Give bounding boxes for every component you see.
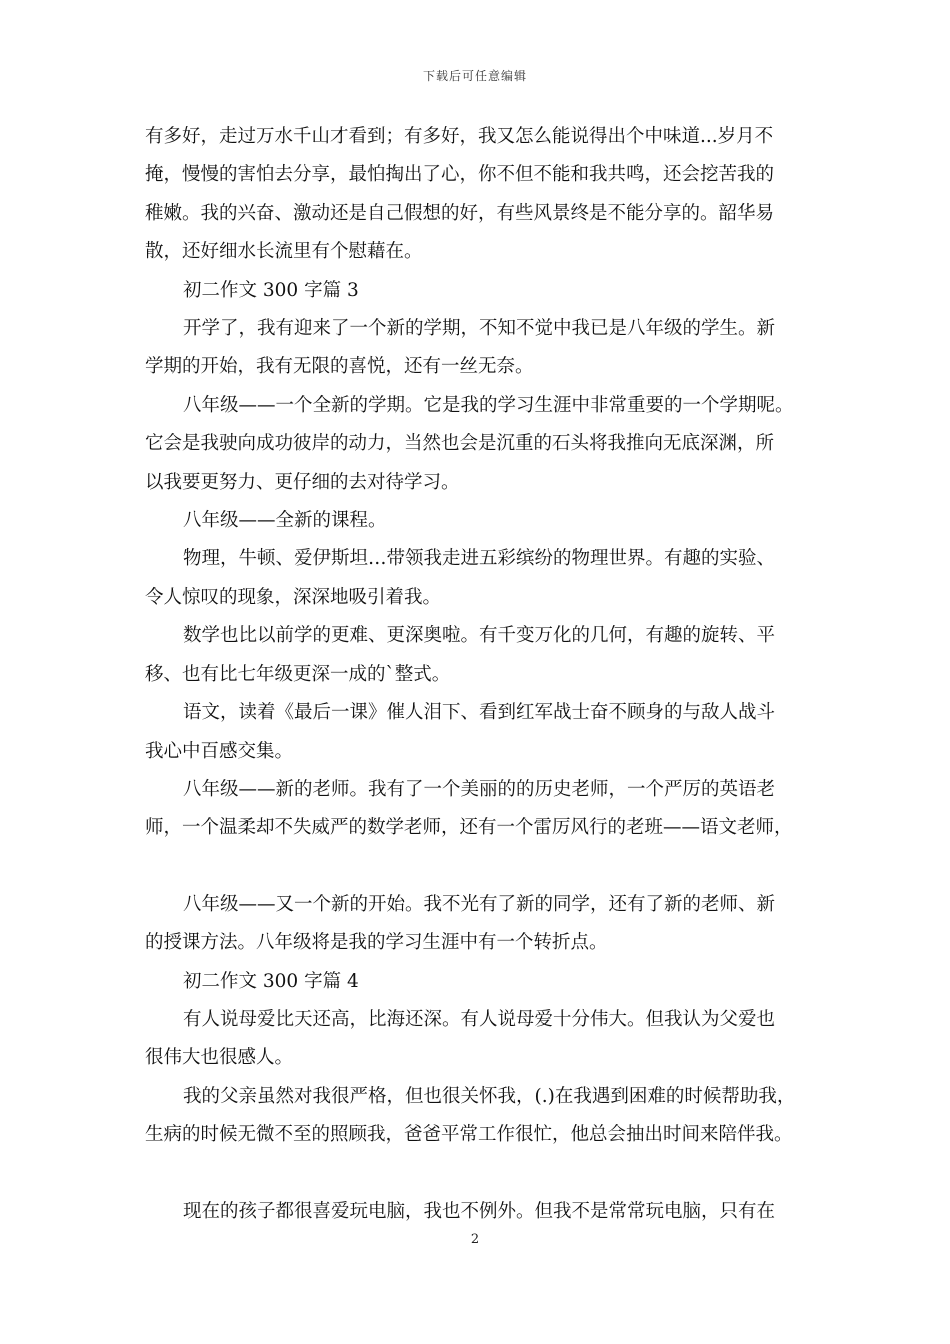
text-line: 我的父亲虽然对我很严格，但也很关怀我，(.)在我遇到困难的时候帮助我，	[183, 1085, 796, 1107]
text-line: 八年级——新的老师。我有了一个美丽的的历史老师，一个严厉的英语老	[183, 778, 776, 800]
section-heading: 初二作文 300 字篇 4	[183, 970, 359, 992]
text-line: 掩，慢慢的害怕去分享，最怕掏出了心，你不但不能和我共鸣，还会挖苦我的	[145, 164, 775, 186]
text-line: 移、也有比七年级更深一成的`整式。	[145, 663, 451, 685]
blank-line	[145, 848, 810, 886]
text-line: 我心中百感交集。	[145, 740, 294, 762]
text-line: 有多好，走过万水千山才看到；有多好，我又怎么能说得出个中味道...岁月不	[145, 126, 774, 147]
text-line: 生病的时候无微不至的照顾我，爸爸平常工作很忙，他总会抽出时间来陪伴我。	[145, 1124, 793, 1146]
text-line: 令人惊叹的现象，深深地吸引着我。	[145, 586, 442, 608]
blank-line	[145, 1155, 810, 1193]
text-line: 学期的开始，我有无限的喜悦，还有一丝无奈。	[145, 356, 534, 378]
text-line: 它会是我驶向成功彼岸的动力，当然也会是沉重的石头将我推向无底深渊，所	[145, 433, 775, 455]
text-line: 有人说母爱比天还高，比海还深。有人说母爱十分伟大。但我认为父爱也	[183, 1008, 776, 1030]
text-line: 很伟大也很感人。	[145, 1047, 294, 1069]
text-line: 现在的孩子都很喜爱玩电脑，我也不例外。但我不是常常玩电脑，只有在	[183, 1200, 776, 1222]
page-number: 2	[470, 1232, 480, 1247]
text-line: 物理，牛顿、爱伊斯坦…带领我走进五彩缤纷的物理世界。有趣的实验、	[183, 548, 776, 570]
text-line: 师，一个温柔却不失威严的数学老师，还有一个雷厉风行的老班——语文老师，	[145, 817, 793, 839]
section-heading: 初二作文 300 字篇 3	[183, 279, 359, 301]
text-line: 的授课方法。八年级将是我的学习生涯中有一个转折点。	[145, 932, 608, 954]
text-line: 开学了，我有迎来了一个新的学期，不知不觉中我已是八年级的学生。新	[183, 318, 776, 340]
text-line: 语文，读着《最后一课》催人泪下、看到红军战士奋不顾身的与敌人战斗	[183, 702, 776, 724]
text-line: 数学也比以前学的更难、更深奥啦。有千变万化的几何，有趣的旋转、平	[183, 625, 776, 647]
text-line: 稚嫩。我的兴奋、激动还是自己假想的好，有些风景终是不能分享的。韶华易	[145, 202, 775, 224]
text-line: 八年级——全新的课程。	[183, 510, 387, 532]
text-line: 以我要更努力、更仔细的去对待学习。	[145, 471, 460, 493]
text-line: 散，还好细水长流里有个慰藉在。	[145, 241, 423, 263]
text-line: 八年级——一个全新的学期。它是我的学习生涯中非常重要的一个学期呢。	[183, 394, 794, 416]
text-line: 八年级——又一个新的开始。我不光有了新的同学，还有了新的老师、新	[183, 893, 776, 915]
document-body	[145, 118, 810, 1231]
page-header: 下载后可任意编辑	[422, 69, 527, 83]
